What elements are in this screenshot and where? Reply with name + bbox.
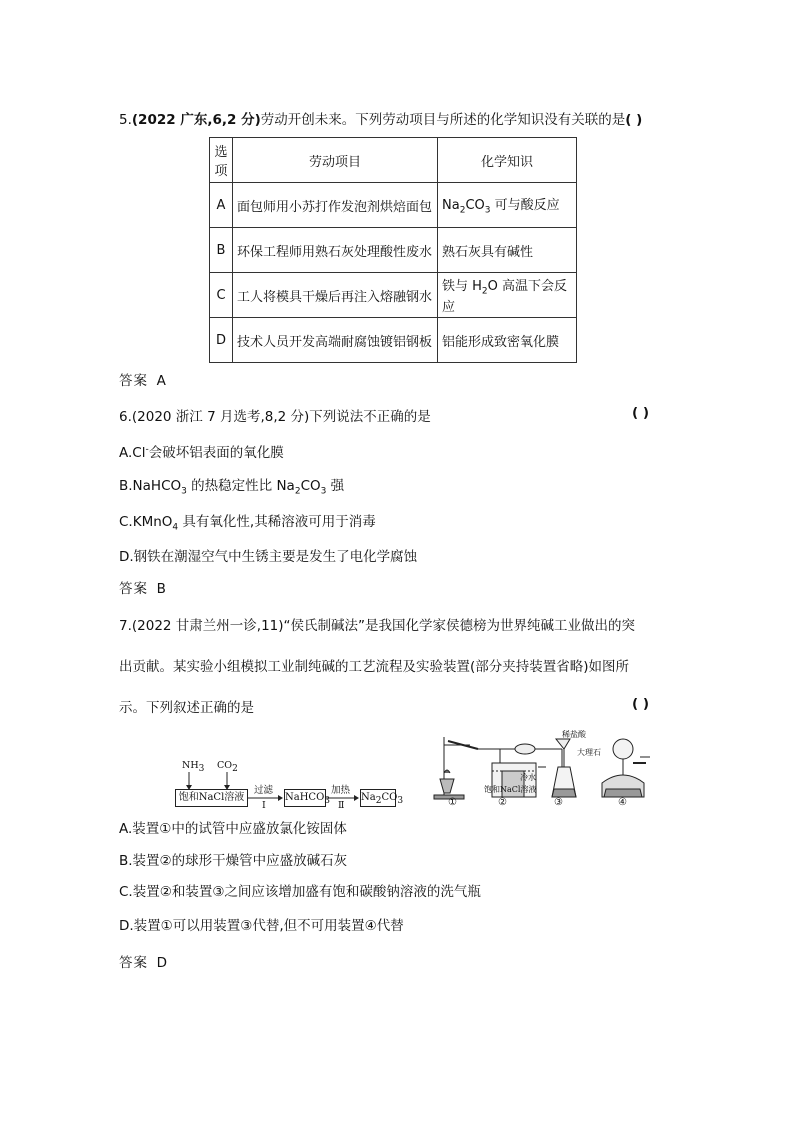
option-text: 强 [326,478,345,494]
table-cell-knowledge [438,273,577,318]
table-header-cell: 化学知识 [438,138,577,183]
flow-step-num-1: Ⅰ [262,800,266,811]
apparatus-label-marble: 大理石 [577,748,601,757]
q7-stem-line-1: 7.(2022 甘肃兰州一诊,11)“侯氏制碱法”是我国化学家侯德榜为世界纯碱工业做出的突 [119,618,636,634]
answer-value: A [156,373,166,389]
q5-table [209,137,577,363]
flow-label: CO [217,760,233,771]
q5-number: 5. [119,112,132,128]
answer-value: B [156,581,166,597]
knowledge-text: Na [442,198,460,214]
flow-label: Na [361,792,376,803]
subscript: 3 [324,796,331,806]
q6-option-a [119,441,284,461]
table-cell-option: C [210,273,233,318]
q7-option-d: D.装置①可以用装置③代替,但不可用装置④代替 [119,918,404,934]
q5-source: (2022 广东,6,2 分) [131,112,261,128]
table-cell-item: 环保工程师用熟石灰处理酸性废水 [233,228,438,273]
apparatus-number-1: ① [448,797,457,808]
option-text: B.NaHCO [119,478,182,494]
flow-step-heat: 加热 [331,785,351,796]
subscript: 2 [375,796,382,806]
q6-option-d: D.钢铁在潮湿空气中生锈主要是发生了电化学腐蚀 [119,549,418,565]
subscript: 3 [397,796,404,806]
table-cell-knowledge: 熟石灰具有碱性 [438,228,577,273]
subscript: 3 [198,763,205,774]
subscript: 2 [459,205,466,216]
arrow-head [278,795,283,801]
subscript: 4 [172,522,179,533]
table-cell-option: D [210,318,233,363]
flow-box-nacl: 饱和NaCl溶液 [175,789,248,807]
flow-box-nahco3 [284,789,331,807]
answer-label: 答案 [119,373,148,389]
table-header-row [210,138,577,183]
table-cell-item: 工人将模具干燥后再注入熔融钢水 [233,273,438,318]
knowledge-text: O 高温下会反应 [442,278,568,316]
table-header-cell: 选项 [210,138,233,183]
answer-value: D [156,955,167,971]
q7-option-b: B.装置②的球形干燥管中应盛放碱石灰 [119,853,348,869]
apparatus-label-nacl: 饱和NaCl溶液 [484,785,537,794]
q5-stem-text: 劳动开创未来。下列劳动项目与所述的化学知识没有关联的是 [260,112,626,128]
option-text: 会破坏铝表面的氧化膜 [148,445,284,461]
q6-stem-text: 6.(2020 浙江 7 月选考,8,2 分)下列说法不正确的是 [119,409,431,425]
flow-label: NH [182,760,199,771]
apparatus-number-2: ② [498,797,507,808]
table-row [210,318,577,363]
flow-label: NaHCO [285,792,325,803]
q7-stem-line-2: 出贡献。某实验小组模拟工业制纯碱的工艺流程及实验装置(部分夹持装置省略)如图所 [119,659,630,675]
q5-answer [119,369,166,389]
table-row [210,183,577,228]
flow-step-num-2: Ⅱ [338,800,345,811]
q7-stem-line-3: 示。下列叙述正确的是 [119,700,254,716]
table-header-cell: 劳动项目 [233,138,438,183]
knowledge-text: 铁与 H [442,278,482,294]
subscript: 3 [484,205,491,216]
subscript: 2 [294,486,301,497]
table-cell-item: 面包师用小苏打作发泡剂烘焙面包 [233,183,438,228]
apparatus-label-water: 冷水 [520,773,536,782]
apparatus-drawing [430,727,655,807]
q7-option-c: C.装置②和装置③之间应该增加盛有饱和碳酸钠溶液的洗气瓶 [119,884,481,900]
apparatus-3 [550,739,576,797]
superscript: - [145,444,149,455]
subscript: 3 [181,486,187,497]
flow-box-na2co3 [360,789,404,807]
table-cell-option: A [210,183,233,228]
apparatus-4 [602,739,650,797]
subscript: 2 [481,286,488,297]
q6-option-b [119,474,344,497]
q6-stem [119,405,431,425]
flow-step-filter: 过滤 [254,785,274,796]
q7-option-a: A.装置①中的试管中应盛放氯化铵固体 [119,821,347,837]
table-cell-knowledge: 铝能形成致密氧化膜 [438,318,577,363]
arrow-head [354,795,359,801]
q6-answer [119,577,166,597]
knowledge-text: CO [465,198,485,214]
option-text: CO [300,478,321,494]
table-cell-knowledge [438,183,577,228]
apparatus-number-4: ④ [618,797,627,808]
flow-label: CO [381,792,398,803]
table-row [210,228,577,273]
q5-answer-paren: ( ) [625,112,643,128]
option-text: A.Cl [119,445,146,461]
answer-label: 答案 [119,581,148,597]
option-text: C.KMnO [119,514,173,530]
table-row [210,273,577,318]
apparatus-number-3: ③ [554,797,563,808]
q7-answer-paren: ( ) [632,696,650,712]
answer-label: 答案 [119,955,148,971]
knowledge-text: 可与酸反应 [490,198,560,214]
q5-stem [119,108,642,128]
subscript: 3 [320,486,327,497]
option-text: 的热稳定性比 Na [186,478,295,494]
apparatus-label-acid: 稀盐酸 [562,730,586,739]
option-text: 具有氧化性,其稀溶液可用于消毒 [178,514,376,530]
table-cell-item: 技术人员开发高端耐腐蚀镀铝钢板 [233,318,438,363]
table-cell-option: B [210,228,233,273]
q6-option-c [119,510,376,533]
q7-answer [119,951,167,971]
subscript: 2 [232,763,238,774]
q6-answer-paren: ( ) [632,405,650,421]
